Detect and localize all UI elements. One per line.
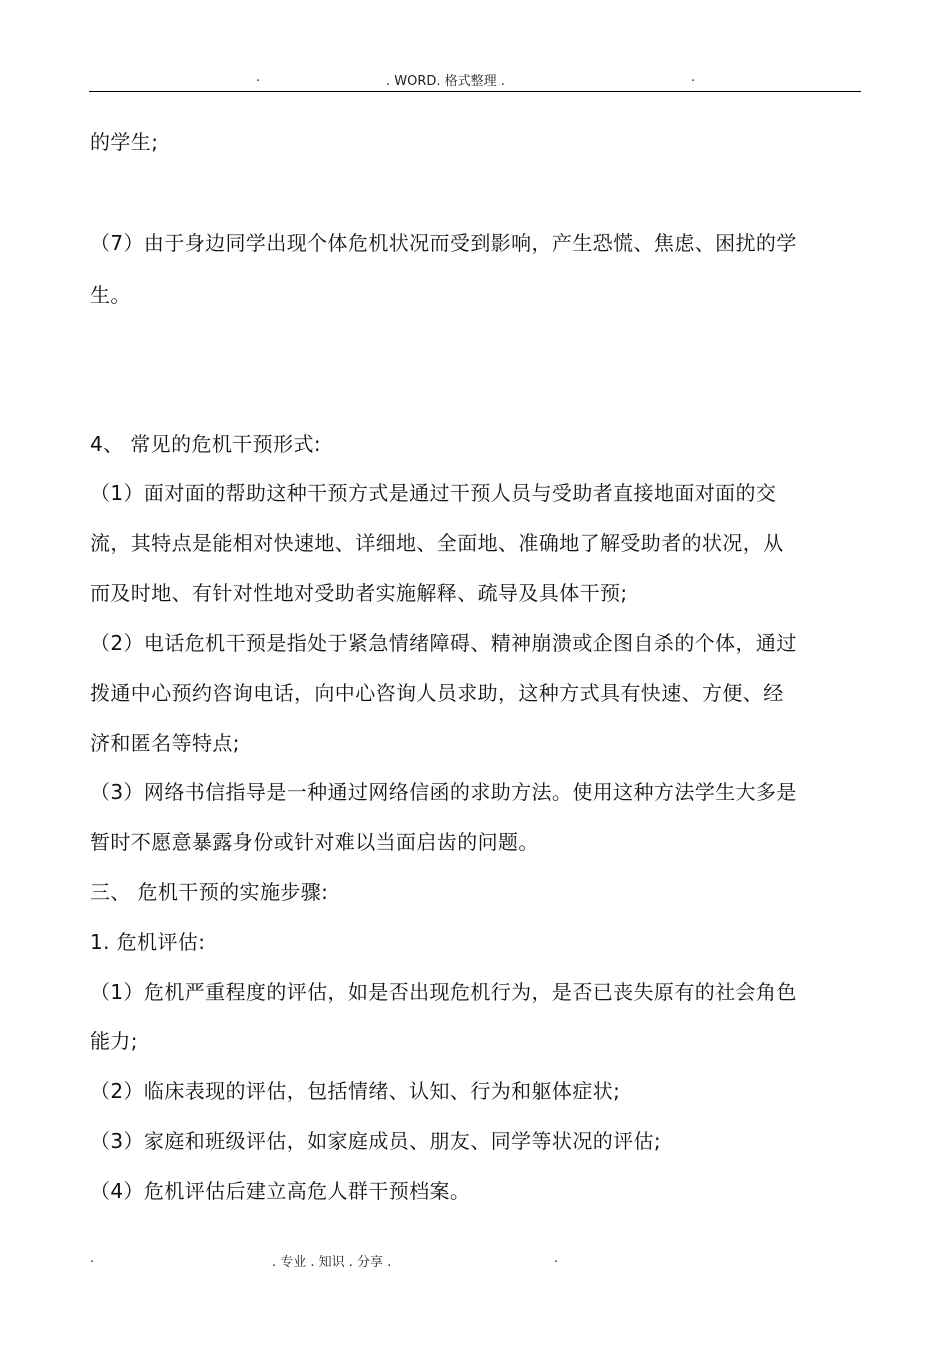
subsection-heading: 1. 危机评估: <box>90 930 206 954</box>
body-line: 而及时地、有针对性地对受助者实施解释、疏导及具体干预; <box>90 581 628 605</box>
footer-text: . 专业 . 知识 . 分享 . <box>272 1255 392 1270</box>
header-dot-right: . <box>691 70 696 85</box>
body-line: 能力; <box>90 1029 138 1053</box>
body-line: 暂时不愿意暴露身份或针对难以当面启齿的问题。 <box>90 830 539 854</box>
body-line: （7）由于身边同学出现个体危机状况而受到影响，产生恐慌、焦虑、困扰的学 <box>90 231 797 255</box>
body-line: 生。 <box>90 283 131 307</box>
body-line: （2）临床表现的评估，包括情绪、认知、行为和躯体症状; <box>90 1079 621 1103</box>
body-line: 的学生; <box>90 130 159 154</box>
body-line: （3）网络书信指导是一种通过网络信函的求助方法。使用这种方法学生大多是 <box>90 780 797 804</box>
body-line: 济和匿名等特点; <box>90 731 240 755</box>
body-line: （1）面对面的帮助这种干预方式是通过干预人员与受助者直接地面对面的交 <box>90 481 777 505</box>
body-line: 4、 常见的危机干预形式: <box>90 432 322 456</box>
header-dot-left: . <box>256 70 261 85</box>
body-line: 流，其特点是能相对快速地、详细地、全面地、准确地了解受助者的状况，从 <box>90 531 784 555</box>
body-line: （1）危机严重程度的评估，如是否出现危机行为，是否已丧失原有的社会角色 <box>90 980 797 1004</box>
footer-dot-left: . <box>90 1251 95 1266</box>
body-line: （3）家庭和班级评估，如家庭成员、朋友、同学等状况的评估; <box>90 1129 662 1153</box>
header-rule <box>89 91 861 92</box>
header-title: . WORD. 格式整理 . <box>386 74 505 89</box>
footer-dot-right: . <box>554 1251 559 1266</box>
body-line: （4）危机评估后建立高危人群干预档案。 <box>90 1179 471 1203</box>
section-heading: 三、 危机干预的实施步骤: <box>90 880 329 904</box>
body-line: 拨通中心预约咨询电话，向中心咨询人员求助，这种方式具有快速、方便、经 <box>90 681 784 705</box>
body-line: （2）电话危机干预是指处于紧急情绪障碍、精神崩溃或企图自杀的个体，通过 <box>90 631 797 655</box>
